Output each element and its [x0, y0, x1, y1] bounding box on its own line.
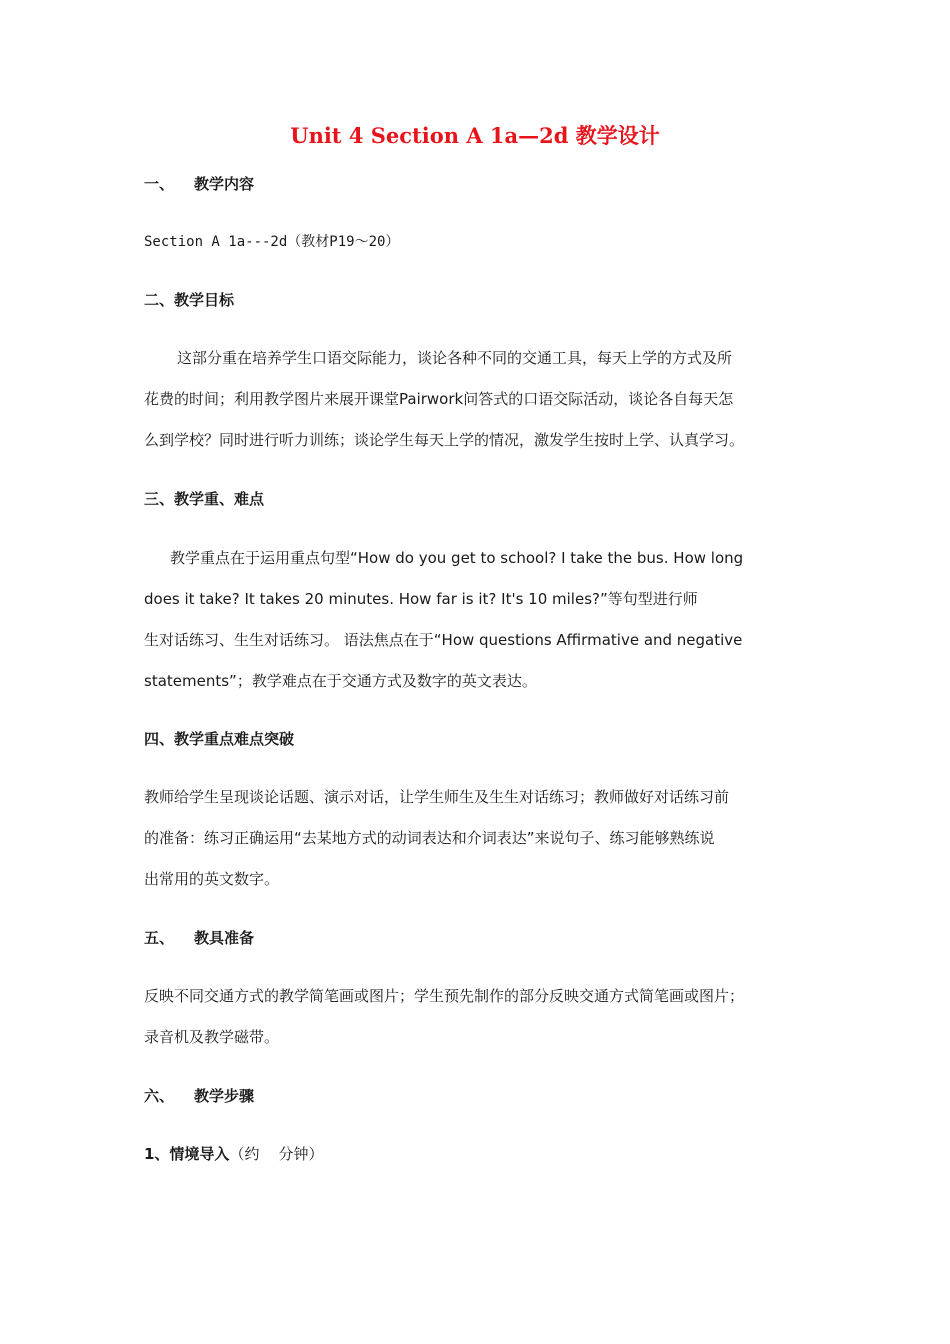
section-6-number: 六、	[144, 1087, 175, 1105]
section-6-title: 教学步骤	[194, 1087, 255, 1105]
step-1-label: 1、情境导入	[144, 1145, 230, 1163]
section-2-line-1: 这部分重在培养学生口语交际能力，谈论各种不同的交通工具，每天上学的方式及所	[177, 349, 733, 367]
section-3-line-4: statements”；教学难点在于交通方式及数字的英文表达。	[144, 672, 537, 690]
section-5-line-2: 录音机及教学磁带。	[144, 1028, 280, 1046]
document-title: Unit 4 Section A 1a—2d 教学设计	[290, 123, 660, 148]
section-4-line-1: 教师给学生呈现谈论话题、演示对话，让学生师生及生生对话练习；教师做好对话练习前	[144, 788, 730, 806]
section-2-heading: 二、教学目标	[144, 291, 235, 309]
section-3-line-3: 生对话练习、生生对话练习。 语法焦点在于“How questions Affirmative and negative	[144, 631, 743, 649]
section-1-title: 教学内容	[194, 175, 255, 193]
section-5-heading	[144, 927, 810, 949]
section-2-line-2: 花费的时间；利用教学图片来展开课堂Pairwork问答式的口语交际活动，谈论各自每天怎	[144, 390, 734, 408]
section-3-line-1: 教学重点在于运用重点句型“How do you get to school? I take the bus. How long	[170, 549, 744, 567]
section-1-number: 一、	[144, 175, 175, 193]
section-5-line-1: 反映不同交通方式的教学简笔画或图片；学生预先制作的部分反映交通方式简笔画或图片；	[144, 987, 745, 1005]
step-1-note: （约 分钟）	[229, 1145, 324, 1163]
section-3-heading: 三、教学重、难点	[144, 490, 265, 508]
section-4-line-3: 出常用的英文数字。	[144, 870, 280, 888]
section-5-number: 五、	[144, 929, 175, 947]
section-1-heading	[144, 173, 810, 195]
section-3-line-2: does it take? It takes 20 minutes. How far is it? It's 10 miles?”等句型进行师	[144, 590, 698, 608]
section-5-title: 教具准备	[194, 929, 255, 947]
section-6-heading	[144, 1085, 810, 1107]
step-1-heading	[144, 1143, 810, 1165]
section-2-line-3: 么到学校？同时进行听力训练；谈论学生每天上学的情况，激发学生按时上学、认真学习。	[144, 431, 745, 449]
section-1-text: Section A 1a---2d（教材P19～20）	[144, 234, 400, 250]
section-4-line-2: 的准备：练习正确运用“去某地方式的动词表达和介词表达”来说句子、练习能够熟练说	[144, 829, 715, 847]
section-4-heading: 四、教学重点难点突破	[144, 730, 295, 748]
